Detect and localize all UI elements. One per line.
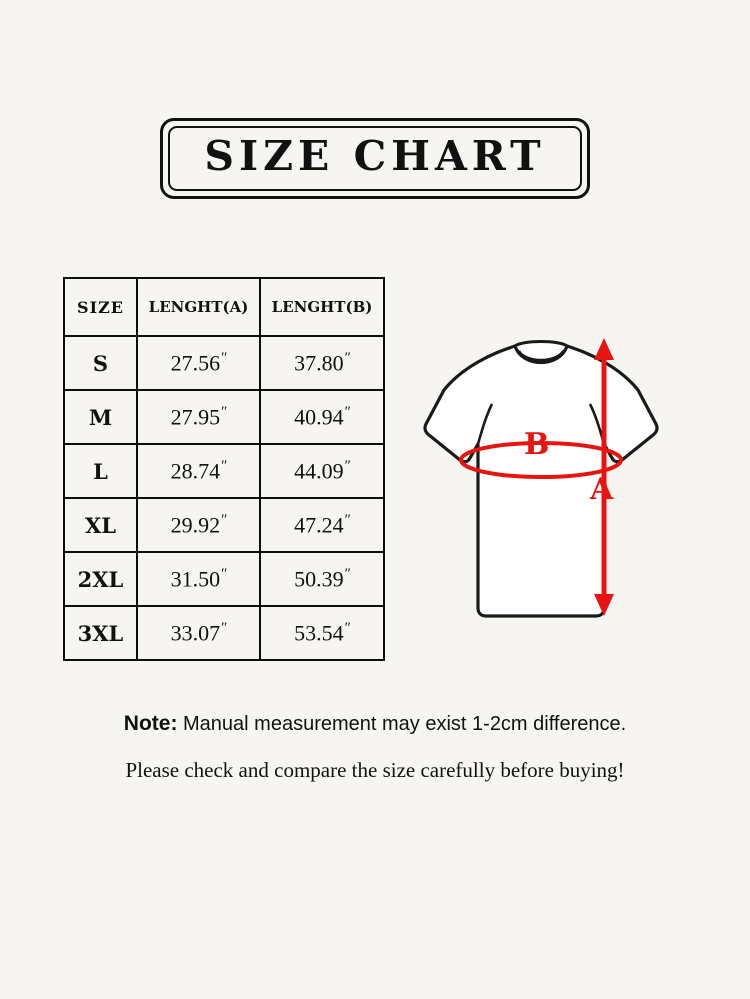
table-row <box>64 552 384 606</box>
cell-size: L <box>64 444 137 498</box>
note-line-2 <box>0 747 750 793</box>
column-header-length-b: LENGHT(B) <box>260 278 384 336</box>
size-table <box>63 277 385 661</box>
table-header <box>64 278 384 336</box>
inch-mark: ″ <box>221 565 227 582</box>
cell-length-a: 31.50″ <box>137 552 260 606</box>
inch-mark: ″ <box>344 511 350 528</box>
inch-mark: ″ <box>221 511 227 528</box>
table-row <box>64 498 384 552</box>
table-header-row <box>64 278 384 336</box>
note-label: Note: <box>123 712 178 735</box>
cell-size: 2XL <box>64 552 137 606</box>
cell-length-b: 53.54″ <box>260 606 384 660</box>
cell-length-b: 37.80″ <box>260 336 384 390</box>
inch-mark: ″ <box>344 457 350 474</box>
note-line-1 <box>0 700 750 747</box>
inch-mark: ″ <box>344 349 350 366</box>
note-text-1: Manual measurement may exist 1-2cm difference. <box>177 713 627 735</box>
column-header-length-a: LENGHT(A) <box>137 278 260 336</box>
cell-length-b: 47.24″ <box>260 498 384 552</box>
table-row <box>64 390 384 444</box>
table-row <box>64 444 384 498</box>
cell-length-b: 40.94″ <box>260 390 384 444</box>
title-badge <box>0 118 750 199</box>
size-table-container <box>63 277 383 661</box>
garment-diagram <box>420 320 690 640</box>
cell-length-a: 27.95″ <box>137 390 260 444</box>
notes-section <box>0 700 750 793</box>
column-header-size: SIZE <box>64 278 137 336</box>
cell-size: XL <box>64 498 137 552</box>
inch-mark: ″ <box>344 565 350 582</box>
label-b: B <box>524 427 550 462</box>
cell-size: M <box>64 390 137 444</box>
inch-mark: ″ <box>344 619 350 636</box>
cell-length-a: 27.56″ <box>137 336 260 390</box>
tshirt-icon <box>420 320 690 640</box>
cell-length-a: 28.74″ <box>137 444 260 498</box>
label-a: A <box>590 472 614 507</box>
cell-size: 3XL <box>64 606 137 660</box>
inch-mark: ″ <box>344 403 350 420</box>
title-inner-frame <box>168 126 581 191</box>
cell-length-a: 29.92″ <box>137 498 260 552</box>
note-text-2: Please check and compare the size carefully before buying! <box>125 758 625 782</box>
title-outer-frame <box>160 118 589 199</box>
table-body <box>64 336 384 660</box>
cell-length-a: 33.07″ <box>137 606 260 660</box>
cell-size: S <box>64 336 137 390</box>
inch-mark: ″ <box>221 403 227 420</box>
cell-length-b: 44.09″ <box>260 444 384 498</box>
table-row <box>64 336 384 390</box>
table-row <box>64 606 384 660</box>
inch-mark: ″ <box>221 349 227 366</box>
cell-length-b: 50.39″ <box>260 552 384 606</box>
page-title: SIZE CHART <box>204 132 546 180</box>
inch-mark: ″ <box>221 619 227 636</box>
inch-mark: ″ <box>221 457 227 474</box>
